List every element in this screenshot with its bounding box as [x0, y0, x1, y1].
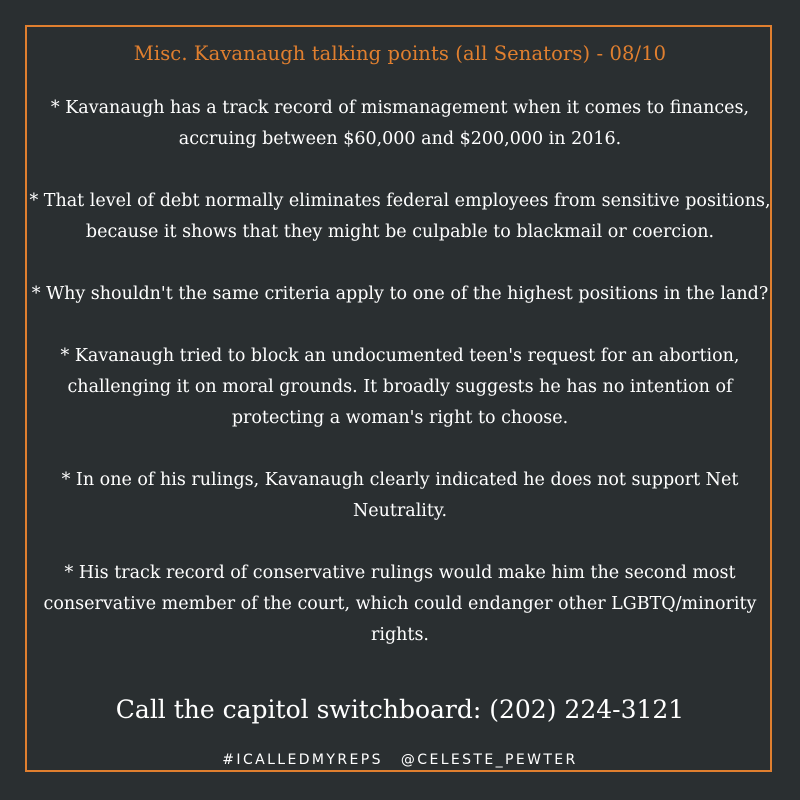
footer-hashtag: #ICALLEDMYREPS	[222, 752, 383, 768]
footer	[0, 752, 800, 768]
talking-point-1: * Kavanaugh has a track record of mismanagement when it comes to finances, accruing between $60,000 and $200,000 in 2016.	[50, 98, 750, 149]
footer-handle: @CELESTE_PEWTER	[400, 752, 578, 768]
talking-point-6: * His track record of conservative rulings would make him the second most conservative member of the court, which could endanger other LGBTQ/minority rights.	[43, 563, 757, 645]
talking-point-2: * That level of debt normally eliminates federal employees from sensitive positions, because it shows that they might be culpable to blackmail or coercion.	[29, 191, 771, 242]
talking-point-5: * In one of his rulings, Kavanaugh clearly indicated he does not support Net Neutrality.	[61, 470, 739, 521]
talking-point-4: * Kavanaugh tried to block an undocumented teen's request for an abortion, challenging it on moral grounds. It broadly suggests he has no intention of protecting a woman's right to choose.	[60, 346, 740, 428]
switchboard-callout: Call the capitol switchboard: (202) 224-3121	[115, 695, 685, 724]
talking-points-list	[28, 93, 772, 651]
page-title: Misc. Kavanaugh talking points (all Senators) - 08/10	[133, 42, 667, 65]
talking-point-3: * Why shouldn't the same criteria apply to one of the highest positions in the land?	[31, 284, 769, 304]
